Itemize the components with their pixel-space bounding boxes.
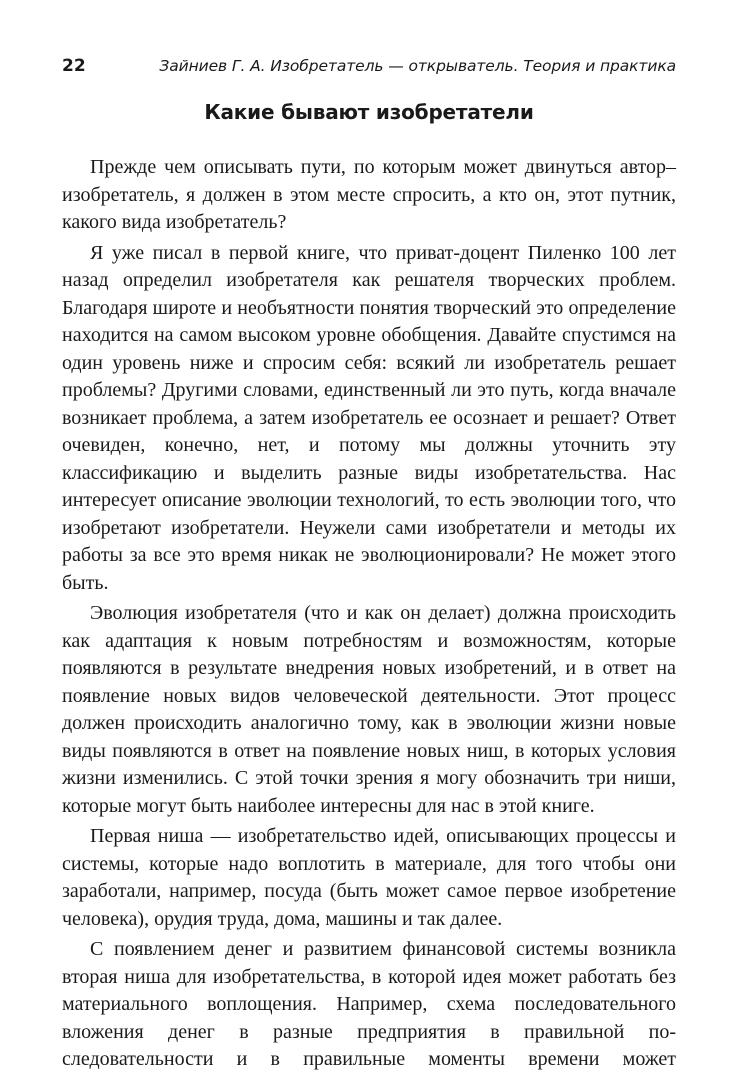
paragraph: Я уже писал в первой книге, что приват-доцент Пиленко 100 лет назад определил изобретателя как решателя творческих проблем. Благодаря широте и необъятности понятия творческий это определение находится на самом высоком уровне обобщения. Давайте спустимся на один уровень ниже и спросим себя: всякий ли изобретатель решает проблемы? Другими словами, единственный ли это путь, когда вначале возникает проблема, а затем изобретатель ее осознает и решает? Ответ очевиден, конечно, нет, и потому мы должны уточнить эту классификацию и выделить разные виды изобретательства. Нас интересует описание эволюции технологий, то есть эволюции того, что изобретают изобретатели. Неужели сами изобретатели и методы их работы за все это время никак не эволюционировали? Не может этого быть. [62, 241, 676, 594]
body-text [62, 154, 676, 1074]
page-header [62, 56, 676, 90]
book-page [62, 56, 676, 1077]
running-head-subtitle: Теория и практика [523, 57, 676, 75]
paragraph: С появлением денег и развитием финансовой системы возникла вторая ниша для изобретательства, в которой идея может работать без материального воплощения. Например, схема последовательного вложения денег в разные предприятия в правильной последовательности и в правильные моменты времени может [62, 938, 676, 1070]
running-head-author: Зайниев Г. А. Изобретатель — открыватель. [159, 57, 519, 75]
paragraph: Прежде чем описывать пути, по которым может двинуться автор–изобретатель, я должен в этом месте спросить, а кто он, этот путник, какого вида изобретатель? [62, 156, 676, 233]
chapter-title: Какие бывают изобретатели [204, 100, 534, 124]
paragraph: Первая ниша — изобретательство идей, описывающих процессы и системы, которые надо воплотить в материале, для того чтобы они заработали, например, посуда (быть может самое первое изобретение человека), орудия труда, дома, машины и так далее. [62, 825, 676, 930]
running-head [159, 57, 676, 75]
page-number: 22 [62, 56, 86, 76]
paragraph: Эволюция изобретателя (что и как он делает) должна происходить как адаптация к новым потребностям и возможностям, которые появляются в результате внедрения новых изобретений, и в ответ на появление новых видов человеческой деятельности. Этот процесс должен происходить аналогично тому, как в эволюции жизни новые виды появляются в ответ на появление новых ниш, в которых условия жизни изменились. С этой точки зрения я могу обозначить три ниши, которые могут быть наиболее интересны для нас в этой книге. [62, 602, 676, 817]
